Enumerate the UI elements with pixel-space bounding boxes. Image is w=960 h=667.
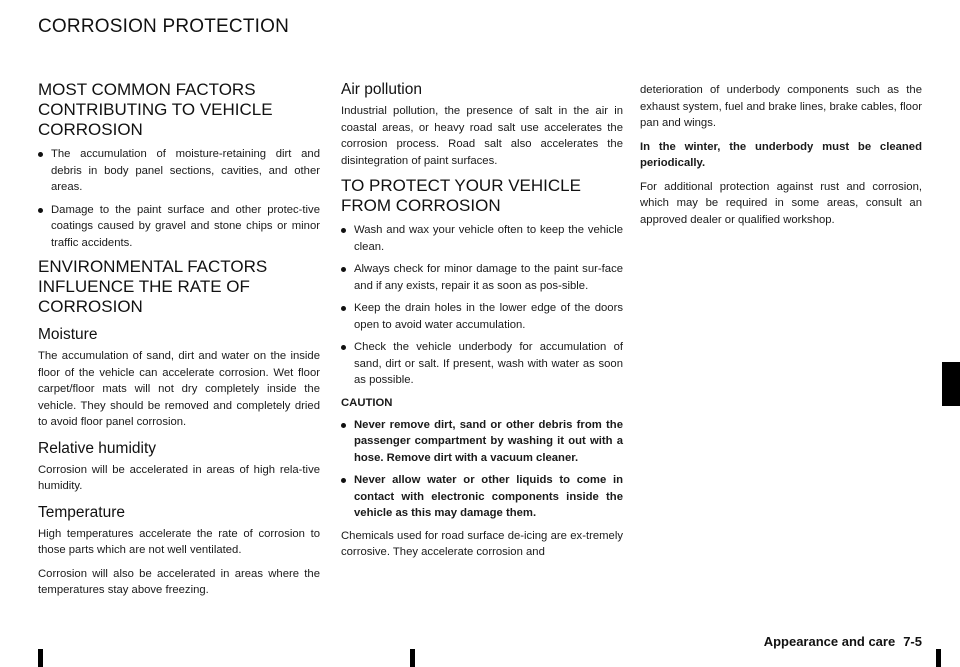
chemicals-paragraph: Chemicals used for road surface de-icing are ex-tremely corrosive. They accelerate corrosion and bbox=[341, 529, 623, 558]
crop-mark-right bbox=[936, 649, 941, 667]
list-item: Keep the drain holes in the lower edge of the doors open to avoid water accumulation. bbox=[341, 300, 623, 333]
section-title-protect-vehicle: TO PROTECT YOUR VEHICLE FROM CORROSION bbox=[341, 176, 581, 215]
list-item: Damage to the paint surface and other protec-tive coatings caused by gravel and stone chips or minor traffic accidents. bbox=[38, 202, 320, 252]
temperature-paragraph-1: High temperatures accelerate the rate of corrosion to those parts which are not well ventilated. bbox=[38, 527, 320, 556]
section-title-environmental-factors: ENVIRONMENTAL FACTORS INFLUENCE THE RATE OF CORROSION bbox=[38, 257, 268, 316]
additional-protection-paragraph: For additional protection against rust and corrosion, which may be required in some areas, consult an approved dealer or qualified workshop. bbox=[640, 180, 922, 226]
footer-section-label: Appearance and care bbox=[763, 634, 896, 649]
caution-list bbox=[341, 417, 623, 522]
subheading-moisture: Moisture bbox=[38, 326, 98, 343]
section-title-common-factors: MOST COMMON FACTORS CONTRIBUTING TO VEHICLE CORROSION bbox=[38, 80, 273, 139]
column-3 bbox=[640, 82, 922, 235]
page-footer bbox=[764, 634, 922, 649]
list-item: Always check for minor damage to the paint sur-face and if any exists, repair it as soon as pos-sible. bbox=[341, 261, 623, 294]
crop-mark-center bbox=[410, 649, 415, 667]
footer-page-number: 7-5 bbox=[903, 634, 922, 649]
list-item: Never allow water or other liquids to come in contact with electronic components inside the vehicle as this may damage them. bbox=[341, 472, 623, 522]
protect-list bbox=[341, 222, 623, 389]
crop-mark-left bbox=[38, 649, 43, 667]
list-item: The accumulation of moisture-retaining dirt and debris in body panel sections, cavities, and other areas. bbox=[38, 146, 320, 196]
winter-paragraph: In the winter, the underbody must be cleaned periodically. bbox=[640, 140, 922, 169]
column-1 bbox=[38, 80, 320, 606]
subheading-air-pollution: Air pollution bbox=[341, 81, 422, 98]
page-header-title: CORROSION PROTECTION bbox=[38, 16, 290, 37]
subheading-relative-humidity: Relative humidity bbox=[38, 439, 157, 457]
continued-paragraph: deterioration of underbody components such as the exhaust system, fuel and brake lines, brake cables, floor pan and wings. bbox=[640, 84, 922, 129]
temperature-paragraph-2: Corrosion will also be accelerated in areas where the temperatures stay above freezing. bbox=[38, 567, 320, 596]
humidity-paragraph: Corrosion will be accelerated in areas of high rela-tive humidity. bbox=[38, 463, 320, 492]
list-item: Check the vehicle underbody for accumulation of sand, dirt or salt. If present, wash with water as soon as possible. bbox=[341, 339, 623, 389]
moisture-paragraph: The accumulation of sand, dirt and water on the inside floor of the vehicle can accelerate corrosion. Wet floor carpet/floor mats will not dry completely inside the vehicle. They should be removed and completely dried to avoid floor panel corrosion. bbox=[38, 350, 320, 428]
caution-label: CAUTION bbox=[341, 396, 393, 409]
chapter-tab-marker bbox=[942, 362, 960, 406]
subheading-temperature: Temperature bbox=[38, 503, 126, 521]
common-factors-list bbox=[38, 146, 320, 251]
column-2 bbox=[341, 80, 623, 568]
list-item: Wash and wax your vehicle often to keep the vehicle clean. bbox=[341, 222, 623, 255]
list-item: Never remove dirt, sand or other debris from the passenger compartment by washing it out with a hose. Remove dirt with a vacuum cleaner. bbox=[341, 417, 623, 467]
air-pollution-paragraph: Industrial pollution, the presence of salt in the air in coastal areas, or heavy road salt use accelerates the corrosion process. Road salt also accelerates the disintegration of paint surfaces. bbox=[341, 105, 623, 167]
